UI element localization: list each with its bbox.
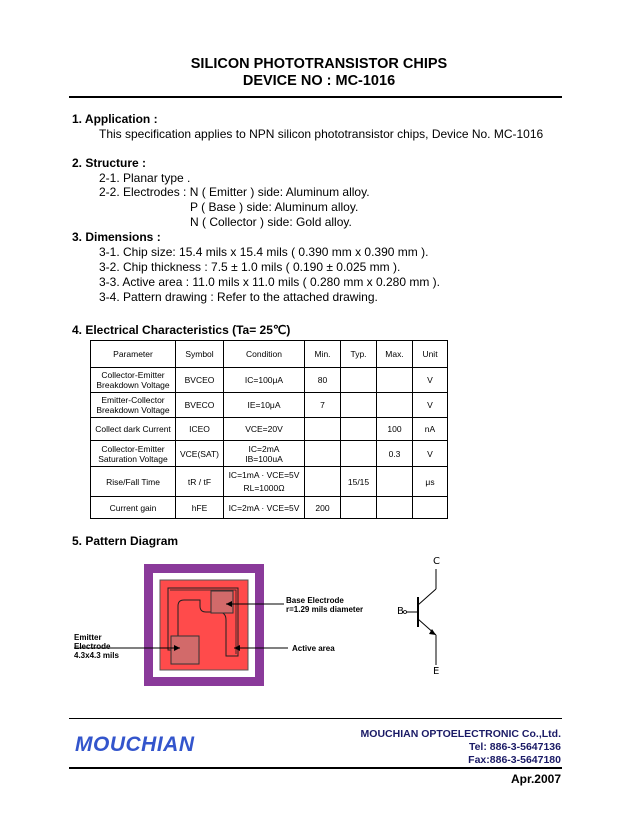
max-cell xyxy=(377,393,413,418)
table-header-row xyxy=(91,341,448,368)
min-cell: 80 xyxy=(305,368,341,393)
parameter-line: Collector-Emitter xyxy=(101,370,165,380)
emitter-label: E xyxy=(433,666,440,677)
symbol-cell: hFE xyxy=(176,497,224,519)
min-cell xyxy=(305,418,341,441)
parameter-line: Emitter-Collector xyxy=(101,395,165,405)
typ-cell xyxy=(341,418,377,441)
table-row xyxy=(91,497,448,519)
condition-cell: IE=10μA xyxy=(224,393,305,418)
emitter-electrode-label: Electrode xyxy=(74,642,111,651)
parameter-cell xyxy=(91,368,176,393)
company-tel: Tel: 886-3-5647136 xyxy=(468,741,561,753)
structure-line: N ( Collector ) side: Gold alloy. xyxy=(190,215,352,229)
collector-label: C xyxy=(433,556,440,567)
condition-line: IC=1mA · VCE=5V xyxy=(228,469,300,480)
parameter-cell xyxy=(91,441,176,467)
base-electrode-label: Base Electrode xyxy=(286,596,344,605)
symbol-cell: BVECO xyxy=(176,393,224,418)
condition-cell: IC=100μA xyxy=(224,368,305,393)
phototransistor-symbol xyxy=(392,555,452,680)
emitter-electrode-size-label: 4.3x4.3 mils xyxy=(74,651,119,660)
unit-cell: nA xyxy=(413,418,448,441)
min-cell xyxy=(305,467,341,497)
footer-rule-bottom xyxy=(69,767,562,769)
typ-cell xyxy=(341,393,377,418)
symbol-cell: BVCEO xyxy=(176,368,224,393)
chip-pattern-diagram xyxy=(60,560,380,690)
condition-cell: VCE=20V xyxy=(224,418,305,441)
header-cell: Typ. xyxy=(341,341,377,368)
header-cell: Max. xyxy=(377,341,413,368)
parameter-cell: Current gain xyxy=(91,497,176,519)
active-area-label: Active area xyxy=(292,644,335,653)
footer-rule-top xyxy=(69,718,562,719)
condition-cell xyxy=(224,441,305,467)
table-row xyxy=(91,441,448,467)
parameter-line: Breakdown Voltage xyxy=(96,380,170,390)
structure-line: 2-1. Planar type . xyxy=(99,171,191,185)
symbol-cell: VCE(SAT) xyxy=(176,441,224,467)
condition-line: IC=2mA xyxy=(248,443,280,454)
section-structure-heading: 2. Structure : xyxy=(72,156,147,170)
typ-cell: 15/15 xyxy=(341,467,377,497)
condition-line: IB=100uA xyxy=(245,453,283,464)
min-cell: 7 xyxy=(305,393,341,418)
structure-line: 2-2. Electrodes : N ( Emitter ) side: Aluminum alloy. xyxy=(99,185,370,199)
dimensions-line: 3-2. Chip thickness : 7.5 ± 1.0 mils ( 0.190 ± 0.025 mm ). xyxy=(99,260,401,274)
unit-cell: V xyxy=(413,441,448,467)
condition-cell: IC=2mA · VCE=5V xyxy=(224,497,305,519)
header-rule xyxy=(69,96,562,98)
typ-cell xyxy=(341,368,377,393)
table-row xyxy=(91,393,448,418)
condition-cell xyxy=(224,467,305,497)
document-date: Apr.2007 xyxy=(510,772,561,786)
company-name: MOUCHIAN OPTOELECTRONIC Co.,Ltd. xyxy=(360,728,561,740)
parameter-cell: Collect dark Current xyxy=(91,418,176,441)
section-application-heading: 1. Application : xyxy=(72,112,158,126)
min-cell: 200 xyxy=(305,497,341,519)
unit-cell xyxy=(413,497,448,519)
max-cell: 0.3 xyxy=(377,441,413,467)
unit-cell: V xyxy=(413,393,448,418)
header-cell: Parameter xyxy=(91,341,176,368)
page-title: SILICON PHOTOTRANSISTOR CHIPS xyxy=(190,56,448,72)
section-pattern-heading: 5. Pattern Diagram xyxy=(72,534,179,548)
base-electrode-pad xyxy=(211,591,233,613)
structure-line: P ( Base ) side: Aluminum alloy. xyxy=(190,200,359,214)
parameter-cell: Rise/Fall Time xyxy=(91,467,176,497)
max-cell: 100 xyxy=(377,418,413,441)
symbol-cell: ICEO xyxy=(176,418,224,441)
base-label: B xyxy=(397,606,404,617)
collector-wire xyxy=(418,589,436,605)
base-electrode-size-label: r=1.29 mils diameter xyxy=(286,605,364,614)
symbol-cell: tR / tF xyxy=(176,467,224,497)
dimensions-line: 3-4. Pattern drawing : Refer to the attached drawing. xyxy=(99,290,378,304)
parameter-line: Saturation Voltage xyxy=(98,453,168,464)
company-logo: MOUCHIAN xyxy=(75,733,195,756)
application-text: This specification applies to NPN silicon phototransistor chips, Device No. MC-1016 xyxy=(99,127,544,141)
max-cell xyxy=(377,497,413,519)
header-cell: Min. xyxy=(305,341,341,368)
parameter-cell xyxy=(91,393,176,418)
header-cell: Unit xyxy=(413,341,448,368)
section-dimensions-heading: 3. Dimensions : xyxy=(72,230,161,244)
unit-cell: μs xyxy=(413,467,448,497)
typ-cell xyxy=(341,497,377,519)
device-number-title: DEVICE NO : MC-1016 xyxy=(242,73,396,89)
unit-cell: V xyxy=(413,368,448,393)
typ-cell xyxy=(341,441,377,467)
table-row xyxy=(91,368,448,393)
min-cell xyxy=(305,441,341,467)
table-row xyxy=(91,418,448,441)
company-fax: Fax:886-3-5647180 xyxy=(468,754,561,766)
parameter-line: Breakdown Voltage xyxy=(96,405,170,415)
electrical-characteristics-table xyxy=(90,340,448,519)
max-cell xyxy=(377,368,413,393)
header-cell: Symbol xyxy=(176,341,224,368)
table-row xyxy=(91,467,448,497)
emitter-electrode-label: Emitter xyxy=(74,633,102,642)
dimensions-line: 3-3. Active area : 11.0 mils x 11.0 mils ( 0.280 mm x 0.280 mm ). xyxy=(99,275,441,289)
parameter-line: Collector-Emitter xyxy=(101,443,165,454)
dimensions-line: 3-1. Chip size: 15.4 mils x 15.4 mils ( 0.390 mm x 0.390 mm ). xyxy=(99,245,429,259)
max-cell xyxy=(377,467,413,497)
header-cell: Condition xyxy=(224,341,305,368)
condition-line: RL=1000Ω xyxy=(243,482,285,493)
section-electrical-heading: 4. Electrical Characteristics (Ta= 25℃) xyxy=(72,323,291,337)
